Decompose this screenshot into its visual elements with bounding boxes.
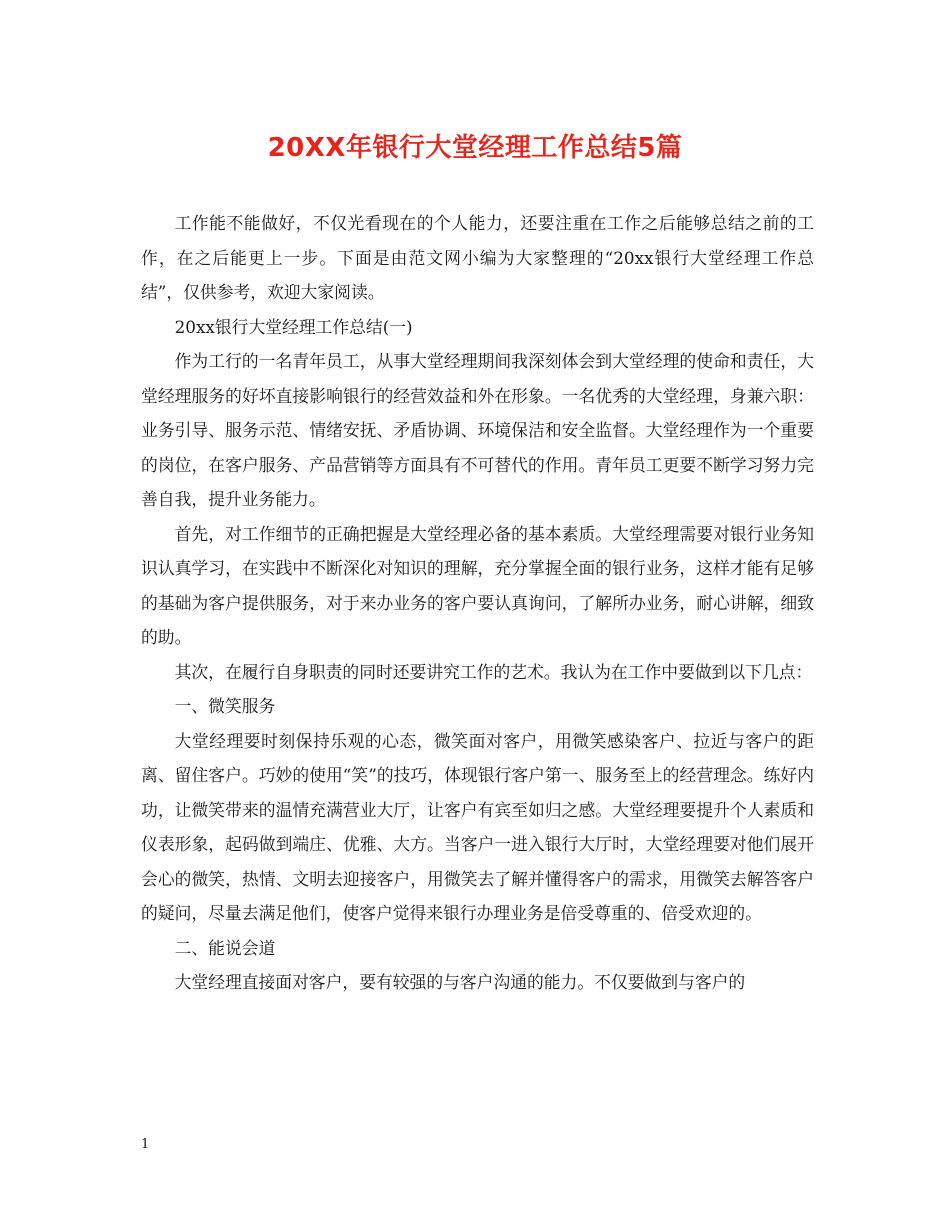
paragraph: 作为工行的一名青年员工，从事大堂经理期间我深刻体会到大堂经理的使命和责任，大堂经理服务的好坏直接影响银行的经营效益和外在形象。一名优秀的大堂经理，身兼六职：业务引导、服务示范、情绪安抚、矛盾协调、环境保洁和安全监督。大堂经理作为一个重要的岗位，在客户服务、产品营销等方面具有不可替代的作用。青年员工更要不断学习努力完善自我，提升业务能力。 [141, 351, 814, 509]
subheading-smile-service: 一、微笑服务 [174, 696, 276, 716]
paragraph: 首先，对工作细节的正确把握是大堂经理必备的基本素质。大堂经理需要对银行业务知识认真学习，在实践中不断深化对知识的理解，充分掌握全面的银行业务，这样才能有足够的基础为客户提供服务，对于来办业务的客户要认真询问，了解所办业务，耐心讲解，细致的助。 [141, 523, 814, 647]
page-number: 1 [141, 1137, 150, 1152]
paragraph-intro: 工作能不能做好，不仅光看现在的个人能力，还要注重在工作之后能够总结之前的工作，在之后能更上一步。下面是由范文网小编为大家整理的“20xx银行大堂经理工作总结”，仅供参考，欢迎大家阅读。 [141, 213, 814, 302]
paragraph: 大堂经理要时刻保持乐观的心态，微笑面对客户，用微笑感染客户、拉近与客户的距离、留住客户。巧妙的使用“笑”的技巧，体现银行客户第一、服务至上的经营理念。练好内功，让微笑带来的温情充满营业大厅，让客户有宾至如归之感。大堂经理要提升个人素质和仪表形象，起码做到端庄、优雅、大方。当客户一进入银行大厅时，大堂经理要对他们展开会心的微笑，热情、文明去迎接客户，用微笑去了解并懂得客户的需求，用微笑去解答客户的疑问，尽量去满足他们，使客户觉得来银行办理业务是倍受尊重的、倍受欢迎的。 [141, 730, 814, 923]
paragraph: 大堂经理直接面对客户，要有较强的与客户沟通的能力。不仅要做到与客户的 [174, 972, 746, 992]
paragraph: 其次，在履行自身职责的同时还要讲究工作的艺术。我认为在工作中要做到以下几点： [174, 661, 813, 682]
document-body [141, 206, 814, 1000]
subheading-communication: 二、能说会道 [174, 937, 276, 958]
section-heading-part-one: 20xx银行大堂经理工作总结(一) [174, 316, 413, 337]
document-title: 20XX年银行大堂经理工作总结5篇 [267, 133, 683, 163]
